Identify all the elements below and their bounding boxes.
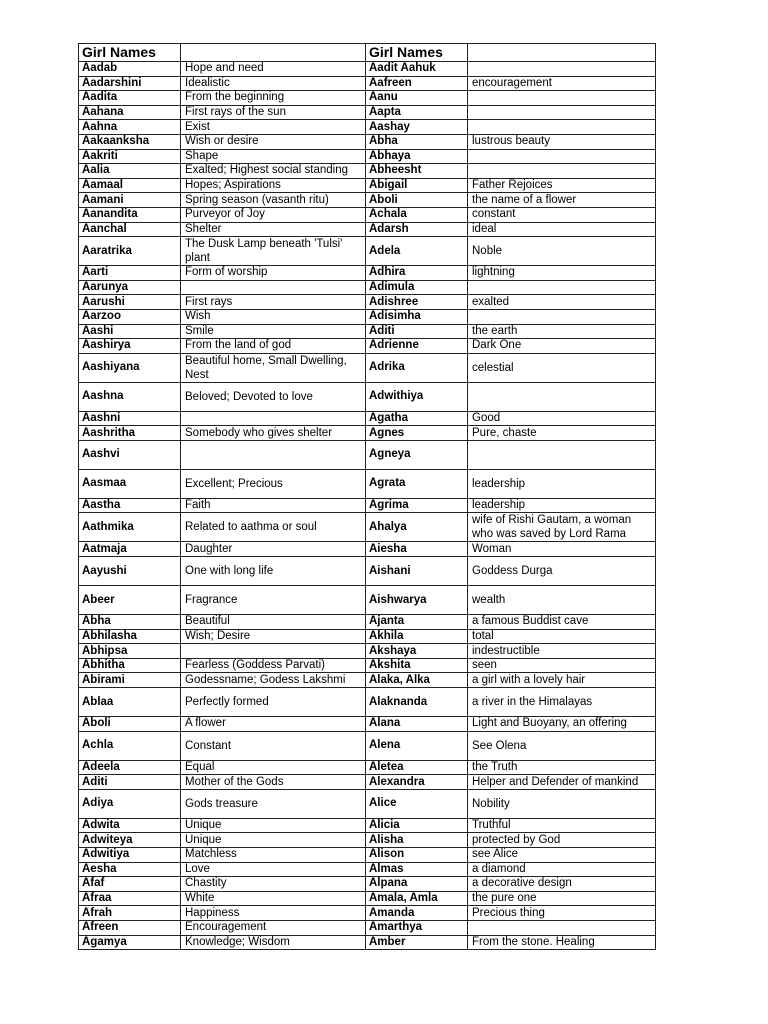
meaning-cell-left bbox=[181, 440, 366, 469]
table-row bbox=[79, 833, 656, 848]
name-cell-left: Agamya bbox=[79, 935, 181, 950]
meaning-cell-left: Encouragement bbox=[181, 920, 366, 935]
name-cell-left: Aarunya bbox=[79, 280, 181, 295]
name-cell-right: Adwithiya bbox=[366, 382, 468, 411]
name-cell-left: Aakaanksha bbox=[79, 134, 181, 149]
meaning-cell-right: encouragement bbox=[468, 76, 656, 91]
table-row bbox=[79, 848, 656, 863]
name-cell-left: Aanchal bbox=[79, 222, 181, 237]
meaning-cell-left: Constant bbox=[181, 731, 366, 760]
meaning-cell-left: Gods treasure bbox=[181, 789, 366, 818]
table-row bbox=[79, 688, 656, 717]
name-cell-left: Adwiteya bbox=[79, 833, 181, 848]
meaning-cell-right: Truthful bbox=[468, 818, 656, 833]
meaning-cell-right: total bbox=[468, 629, 656, 644]
meaning-cell-right: see Alice bbox=[468, 848, 656, 863]
name-cell-left: Afrah bbox=[79, 906, 181, 921]
meaning-cell-left: Perfectly formed bbox=[181, 688, 366, 717]
meaning-cell-left: Unique bbox=[181, 818, 366, 833]
header-cell-name-right: Girl Names bbox=[366, 44, 468, 62]
meaning-cell-left: Idealistic bbox=[181, 76, 366, 91]
meaning-cell-left bbox=[181, 280, 366, 295]
name-cell-right: Alena bbox=[366, 731, 468, 760]
name-cell-left: Aboli bbox=[79, 717, 181, 732]
name-cell-right: Alicia bbox=[366, 818, 468, 833]
meaning-cell-right: See Olena bbox=[468, 731, 656, 760]
name-cell-left: Aashiyana bbox=[79, 353, 181, 382]
name-cell-right: Akshita bbox=[366, 658, 468, 673]
meaning-cell-left: Beautiful home, Small Dwelling, Nest bbox=[181, 353, 366, 382]
meaning-cell-left: Smile bbox=[181, 324, 366, 339]
meaning-cell-right: a decorative design bbox=[468, 877, 656, 892]
name-cell-right: Agrata bbox=[366, 469, 468, 498]
name-cell-left: Afaf bbox=[79, 877, 181, 892]
name-cell-right: Abheesht bbox=[366, 164, 468, 179]
table-row bbox=[79, 164, 656, 179]
meaning-cell-right: Woman bbox=[468, 542, 656, 557]
name-cell-right: Achala bbox=[366, 207, 468, 222]
name-cell-left: Adeela bbox=[79, 760, 181, 775]
name-cell-right: Agneya bbox=[366, 440, 468, 469]
meaning-cell-left: Knowledge; Wisdom bbox=[181, 935, 366, 950]
meaning-cell-right: Light and Buoyany, an offering bbox=[468, 717, 656, 732]
meaning-cell-right: leadership bbox=[468, 498, 656, 513]
table-row bbox=[79, 339, 656, 354]
header-cell-name-left: Girl Names bbox=[79, 44, 181, 62]
meaning-cell-right: Helper and Defender of mankind bbox=[468, 775, 656, 790]
meaning-cell-right: constant bbox=[468, 207, 656, 222]
name-cell-right: Amala, Amla bbox=[366, 891, 468, 906]
name-cell-right: Almas bbox=[366, 862, 468, 877]
meaning-cell-left: Equal bbox=[181, 760, 366, 775]
meaning-cell-left: Beautiful bbox=[181, 615, 366, 630]
meaning-cell-left: First rays of the sun bbox=[181, 105, 366, 120]
meaning-cell-left: Wish or desire bbox=[181, 134, 366, 149]
meaning-cell-right: leadership bbox=[468, 469, 656, 498]
table-row bbox=[79, 644, 656, 659]
meaning-cell-right: wealth bbox=[468, 586, 656, 615]
name-cell-right: Akhila bbox=[366, 629, 468, 644]
name-cell-left: Aaratrika bbox=[79, 237, 181, 266]
table-row bbox=[79, 557, 656, 586]
name-cell-left: Aarti bbox=[79, 266, 181, 281]
meaning-cell-right: a river in the Himalayas bbox=[468, 688, 656, 717]
meaning-cell-left: Excellent; Precious bbox=[181, 469, 366, 498]
table-row bbox=[79, 207, 656, 222]
table-row bbox=[79, 222, 656, 237]
meaning-cell-left: Spring season (vasanth ritu) bbox=[181, 193, 366, 208]
name-cell-left: Aashna bbox=[79, 382, 181, 411]
meaning-cell-left: Wish bbox=[181, 309, 366, 324]
table-row bbox=[79, 891, 656, 906]
name-cell-left: Aakriti bbox=[79, 149, 181, 164]
name-cell-left: Abhitha bbox=[79, 658, 181, 673]
name-cell-left: Aanandita bbox=[79, 207, 181, 222]
name-cell-right: Aanu bbox=[366, 91, 468, 106]
name-cell-left: Abeer bbox=[79, 586, 181, 615]
meaning-cell-right: ideal bbox=[468, 222, 656, 237]
meaning-cell-right: indestructible bbox=[468, 644, 656, 659]
table-row bbox=[79, 280, 656, 295]
name-cell-right: Alisha bbox=[366, 833, 468, 848]
table-row bbox=[79, 586, 656, 615]
table-row bbox=[79, 149, 656, 164]
name-cell-left: Aditi bbox=[79, 775, 181, 790]
meaning-cell-left: Mother of the Gods bbox=[181, 775, 366, 790]
table-row bbox=[79, 513, 656, 542]
meaning-cell-left: One with long life bbox=[181, 557, 366, 586]
meaning-cell-right: From the stone. Healing bbox=[468, 935, 656, 950]
table-row bbox=[79, 178, 656, 193]
name-cell-right: Adimula bbox=[366, 280, 468, 295]
meaning-cell-right: Father Rejoices bbox=[468, 178, 656, 193]
meaning-cell-left: Hopes; Aspirations bbox=[181, 178, 366, 193]
name-cell-left: Abhipsa bbox=[79, 644, 181, 659]
meaning-cell-right bbox=[468, 62, 656, 77]
meaning-cell-left: Chastity bbox=[181, 877, 366, 892]
name-cell-left: Aadarshini bbox=[79, 76, 181, 91]
meaning-cell-left: Beloved; Devoted to love bbox=[181, 382, 366, 411]
meaning-cell-left: White bbox=[181, 891, 366, 906]
table-row bbox=[79, 469, 656, 498]
name-cell-left: Aamani bbox=[79, 193, 181, 208]
meaning-cell-left: Daughter bbox=[181, 542, 366, 557]
name-cell-left: Aashi bbox=[79, 324, 181, 339]
meaning-cell-right bbox=[468, 280, 656, 295]
name-cell-right: Alpana bbox=[366, 877, 468, 892]
name-cell-left: Aamaal bbox=[79, 178, 181, 193]
meaning-cell-right bbox=[468, 920, 656, 935]
header-row bbox=[79, 44, 656, 62]
name-cell-right: Aashay bbox=[366, 120, 468, 135]
table-row bbox=[79, 382, 656, 411]
name-cell-left: Abhilasha bbox=[79, 629, 181, 644]
name-cell-left: Aahana bbox=[79, 105, 181, 120]
header-cell-meaning-right bbox=[468, 44, 656, 62]
name-cell-right: Aishani bbox=[366, 557, 468, 586]
name-cell-right: Aiesha bbox=[366, 542, 468, 557]
meaning-cell-right: Nobility bbox=[468, 789, 656, 818]
table-row bbox=[79, 76, 656, 91]
meaning-cell-left: Love bbox=[181, 862, 366, 877]
name-cell-left: Ablaa bbox=[79, 688, 181, 717]
name-cell-right: Aditi bbox=[366, 324, 468, 339]
meaning-cell-left: Somebody who gives shelter bbox=[181, 426, 366, 441]
meaning-cell-left: Happiness bbox=[181, 906, 366, 921]
name-cell-right: Adrienne bbox=[366, 339, 468, 354]
meaning-cell-left: From the beginning bbox=[181, 91, 366, 106]
table-row bbox=[79, 760, 656, 775]
meaning-cell-right: Dark One bbox=[468, 339, 656, 354]
name-cell-left: Aasmaa bbox=[79, 469, 181, 498]
name-cell-right: Adisimha bbox=[366, 309, 468, 324]
name-cell-left: Achla bbox=[79, 731, 181, 760]
meaning-cell-right: lightning bbox=[468, 266, 656, 281]
name-cell-left: Aarzoo bbox=[79, 309, 181, 324]
meaning-cell-right bbox=[468, 382, 656, 411]
table-row bbox=[79, 542, 656, 557]
name-cell-right: Alice bbox=[366, 789, 468, 818]
meaning-cell-right: Noble bbox=[468, 237, 656, 266]
meaning-cell-left: Faith bbox=[181, 498, 366, 513]
name-cell-right: Alaka, Alka bbox=[366, 673, 468, 688]
name-cell-right: Adishree bbox=[366, 295, 468, 310]
meaning-cell-right: a famous Buddist cave bbox=[468, 615, 656, 630]
name-cell-right: Alison bbox=[366, 848, 468, 863]
name-cell-right: Aishwarya bbox=[366, 586, 468, 615]
meaning-cell-right: the earth bbox=[468, 324, 656, 339]
name-cell-left: Aalia bbox=[79, 164, 181, 179]
name-cell-left: Aatmaja bbox=[79, 542, 181, 557]
name-cell-left: Aashirya bbox=[79, 339, 181, 354]
table-row bbox=[79, 862, 656, 877]
meaning-cell-left bbox=[181, 644, 366, 659]
table-row bbox=[79, 673, 656, 688]
table-row bbox=[79, 134, 656, 149]
meaning-cell-left: Godessname; Godess Lakshmi bbox=[181, 673, 366, 688]
name-cell-right: Adarsh bbox=[366, 222, 468, 237]
name-cell-right: Ahalya bbox=[366, 513, 468, 542]
name-cell-right: Aadit Aahuk bbox=[366, 62, 468, 77]
table-row bbox=[79, 411, 656, 426]
table-row bbox=[79, 440, 656, 469]
table-row bbox=[79, 426, 656, 441]
meaning-cell-left: Exalted; Highest social standing bbox=[181, 164, 366, 179]
name-cell-right: Ajanta bbox=[366, 615, 468, 630]
table-row bbox=[79, 658, 656, 673]
table-row bbox=[79, 120, 656, 135]
meaning-cell-right: Goddess Durga bbox=[468, 557, 656, 586]
name-cell-right: Adela bbox=[366, 237, 468, 266]
name-cell-left: Aashni bbox=[79, 411, 181, 426]
name-cell-right: Agatha bbox=[366, 411, 468, 426]
table-row bbox=[79, 818, 656, 833]
name-cell-left: Abha bbox=[79, 615, 181, 630]
meaning-cell-left: A flower bbox=[181, 717, 366, 732]
names-table-body bbox=[79, 44, 656, 950]
table-row bbox=[79, 62, 656, 77]
name-cell-left: Adiya bbox=[79, 789, 181, 818]
meaning-cell-left bbox=[181, 411, 366, 426]
meaning-cell-right bbox=[468, 440, 656, 469]
name-cell-left: Aadab bbox=[79, 62, 181, 77]
name-cell-right: Agrima bbox=[366, 498, 468, 513]
table-row bbox=[79, 920, 656, 935]
table-row bbox=[79, 906, 656, 921]
meaning-cell-right: a diamond bbox=[468, 862, 656, 877]
table-row bbox=[79, 935, 656, 950]
meaning-cell-left: Fearless (Goddess Parvati) bbox=[181, 658, 366, 673]
name-cell-right: Abigail bbox=[366, 178, 468, 193]
meaning-cell-left: First rays bbox=[181, 295, 366, 310]
meaning-cell-right: protected by God bbox=[468, 833, 656, 848]
name-cell-left: Abirami bbox=[79, 673, 181, 688]
meaning-cell-left: Exist bbox=[181, 120, 366, 135]
meaning-cell-right bbox=[468, 149, 656, 164]
meaning-cell-left: Related to aathma or soul bbox=[181, 513, 366, 542]
table-row bbox=[79, 324, 656, 339]
meaning-cell-right: Good bbox=[468, 411, 656, 426]
meaning-cell-left: Form of worship bbox=[181, 266, 366, 281]
meaning-cell-left: Unique bbox=[181, 833, 366, 848]
meaning-cell-right: celestial bbox=[468, 353, 656, 382]
name-cell-right: Adrika bbox=[366, 353, 468, 382]
meaning-cell-left: The Dusk Lamp beneath 'Tulsi' plant bbox=[181, 237, 366, 266]
name-cell-left: Aathmika bbox=[79, 513, 181, 542]
meaning-cell-right: a girl with a lovely hair bbox=[468, 673, 656, 688]
name-cell-right: Abha bbox=[366, 134, 468, 149]
table-row bbox=[79, 309, 656, 324]
table-row bbox=[79, 91, 656, 106]
meaning-cell-left: From the land of god bbox=[181, 339, 366, 354]
name-cell-left: Afraa bbox=[79, 891, 181, 906]
meaning-cell-right: Pure, chaste bbox=[468, 426, 656, 441]
meaning-cell-left: Shape bbox=[181, 149, 366, 164]
name-cell-left: Aayushi bbox=[79, 557, 181, 586]
table-row bbox=[79, 105, 656, 120]
meaning-cell-right: the pure one bbox=[468, 891, 656, 906]
table-row bbox=[79, 266, 656, 281]
name-cell-right: Aafreen bbox=[366, 76, 468, 91]
table-row bbox=[79, 193, 656, 208]
table-row bbox=[79, 717, 656, 732]
name-cell-right: Abhaya bbox=[366, 149, 468, 164]
name-cell-right: Agnes bbox=[366, 426, 468, 441]
table-row bbox=[79, 237, 656, 266]
name-cell-right: Alexandra bbox=[366, 775, 468, 790]
names-table bbox=[78, 43, 656, 950]
name-cell-right: Alaknanda bbox=[366, 688, 468, 717]
meaning-cell-right: the Truth bbox=[468, 760, 656, 775]
meaning-cell-left: Shelter bbox=[181, 222, 366, 237]
table-row bbox=[79, 789, 656, 818]
name-cell-left: Aashvi bbox=[79, 440, 181, 469]
name-cell-right: Alana bbox=[366, 717, 468, 732]
meaning-cell-left: Purveyor of Joy bbox=[181, 207, 366, 222]
meaning-cell-right bbox=[468, 309, 656, 324]
table-row bbox=[79, 353, 656, 382]
name-cell-left: Adwitiya bbox=[79, 848, 181, 863]
meaning-cell-right bbox=[468, 91, 656, 106]
meaning-cell-right: the name of a flower bbox=[468, 193, 656, 208]
meaning-cell-right bbox=[468, 105, 656, 120]
meaning-cell-right: Precious thing bbox=[468, 906, 656, 921]
name-cell-right: Amarthya bbox=[366, 920, 468, 935]
name-cell-right: Amber bbox=[366, 935, 468, 950]
name-cell-left: Aahna bbox=[79, 120, 181, 135]
name-cell-left: Afreen bbox=[79, 920, 181, 935]
name-cell-right: Akshaya bbox=[366, 644, 468, 659]
meaning-cell-left: Hope and need bbox=[181, 62, 366, 77]
table-row bbox=[79, 877, 656, 892]
name-cell-left: Aashritha bbox=[79, 426, 181, 441]
table-row bbox=[79, 498, 656, 513]
name-cell-right: Amanda bbox=[366, 906, 468, 921]
name-cell-left: Aarushi bbox=[79, 295, 181, 310]
header-cell-meaning-left bbox=[181, 44, 366, 62]
meaning-cell-right: wife of Rishi Gautam, a woman who was saved by Lord Rama bbox=[468, 513, 656, 542]
name-cell-left: Adwita bbox=[79, 818, 181, 833]
table-row bbox=[79, 775, 656, 790]
meaning-cell-left: Fragrance bbox=[181, 586, 366, 615]
meaning-cell-right bbox=[468, 120, 656, 135]
table-row bbox=[79, 731, 656, 760]
name-cell-right: Adhira bbox=[366, 266, 468, 281]
table-row bbox=[79, 629, 656, 644]
name-cell-right: Aboli bbox=[366, 193, 468, 208]
name-cell-left: Aadita bbox=[79, 91, 181, 106]
name-cell-right: Aletea bbox=[366, 760, 468, 775]
name-cell-left: Aesha bbox=[79, 862, 181, 877]
name-cell-right: Aapta bbox=[366, 105, 468, 120]
table-row bbox=[79, 295, 656, 310]
meaning-cell-right bbox=[468, 164, 656, 179]
meaning-cell-right: exalted bbox=[468, 295, 656, 310]
table-row bbox=[79, 615, 656, 630]
meaning-cell-right: lustrous beauty bbox=[468, 134, 656, 149]
meaning-cell-right: seen bbox=[468, 658, 656, 673]
meaning-cell-left: Wish; Desire bbox=[181, 629, 366, 644]
meaning-cell-left: Matchless bbox=[181, 848, 366, 863]
name-cell-left: Aastha bbox=[79, 498, 181, 513]
